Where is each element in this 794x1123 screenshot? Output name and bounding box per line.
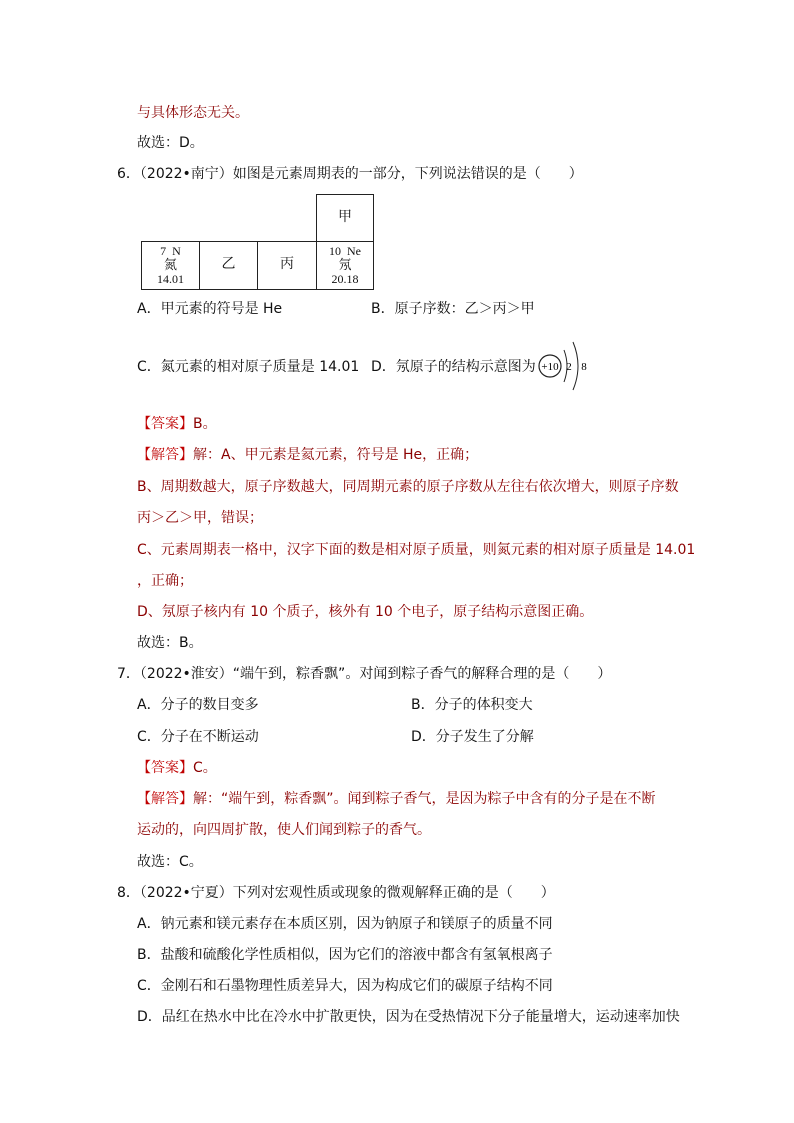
q7-final-answer: 故选：C。 bbox=[137, 854, 203, 870]
q6-analysis-line-1 bbox=[137, 445, 478, 465]
q7-analysis-tag: 【解答】 bbox=[137, 791, 193, 807]
q7-answer-tag: 【答案】 bbox=[137, 760, 193, 776]
n-symbol: N bbox=[172, 244, 181, 258]
prev-analysis-line: 与具体形态无关。 bbox=[137, 105, 249, 121]
cell-bing-label: 丙 bbox=[280, 257, 294, 272]
q6-final-answer: 故选：B。 bbox=[137, 635, 203, 651]
q7-option-d: D．分子发生了分解 bbox=[411, 729, 534, 745]
q6-text: （2022•南宁）如图是元素周期表的一部分，下列说法错误的是（ ） bbox=[139, 166, 583, 182]
ne-symbol: Ne bbox=[347, 244, 361, 258]
q7-analysis-line-1 bbox=[137, 789, 656, 809]
n-mass: 14.01 bbox=[157, 272, 184, 286]
q7-option-c: C．分子在不断运动 bbox=[137, 729, 259, 745]
cell-yi-label: 乙 bbox=[221, 257, 236, 272]
q7-analysis-text-1: 解：“端午到，粽香飘”。闻到粽子香气，是因为粽子中含有的分子是在不断 bbox=[193, 791, 656, 807]
ne-number: 10 bbox=[329, 244, 341, 258]
q6-answer-tag: 【答案】 bbox=[137, 416, 193, 432]
q8-option-b: B．盐酸和硫酸化学性质相似，因为它们的溶液中都含有氢氧根离子 bbox=[137, 947, 553, 963]
nucleus-charge: +10 bbox=[541, 361, 559, 373]
q7-option-a: A．分子的数目变多 bbox=[137, 697, 259, 713]
q8-option-d: D．品红在热水中比在冷水中扩散更快，因为在受热情况下分子能量增大，运动速率加快 bbox=[137, 1009, 680, 1025]
q6-number: 6． bbox=[117, 166, 140, 182]
shell2-electrons: 8 bbox=[581, 361, 587, 373]
q6-analysis-line-4: C、元素周期表一格中，汉字下面的数是相对原子质量，则氮元素的相对原子质量是 14.01 bbox=[137, 542, 696, 558]
cell-yi bbox=[199, 241, 258, 290]
cell-nitrogen bbox=[141, 241, 200, 290]
shell1-electrons: 2 bbox=[566, 361, 572, 373]
n-name: 氮 bbox=[163, 257, 177, 272]
q6-analysis-line-2: B、周期数越大，原子序数越大，同周期元素的原子序数从左往右依次增大，则原子序数 bbox=[137, 479, 679, 495]
q8-option-c: C．金刚石和石墨物理性质差异大，因为构成它们的碳原子结构不同 bbox=[137, 978, 553, 994]
ne-mass: 20.18 bbox=[331, 272, 359, 286]
cell-jia bbox=[316, 194, 374, 242]
ne-name: 氖 bbox=[338, 257, 352, 272]
q7-stem bbox=[117, 664, 611, 684]
periodic-table-fragment bbox=[141, 194, 374, 290]
shell-arc-2 bbox=[573, 342, 578, 390]
n-number: 7 bbox=[160, 244, 167, 258]
q6-analysis-line-6: D、氖原子核内有 10 个质子，核外有 10 个电子，原子结构示意图正确。 bbox=[137, 604, 594, 620]
q8-text: （2022•宁夏）下列对宏观性质或现象的微观解释正确的是（ ） bbox=[139, 885, 555, 901]
cell-jia-label: 甲 bbox=[338, 210, 352, 225]
q8-stem bbox=[117, 883, 555, 903]
q6-option-d: D．氖原子的结构示意图为 bbox=[371, 359, 536, 375]
q7-number: 7． bbox=[117, 666, 140, 682]
q7-text: （2022•淮安）“端午到，粽香飘”。对闻到粽子香气的解释合理的是（ ） bbox=[139, 666, 612, 682]
q7-answer-value: C。 bbox=[193, 760, 217, 776]
q6-option-a: A．甲元素的符号是 He bbox=[137, 301, 283, 317]
q6-option-b: B．原子序数：乙＞丙＞甲 bbox=[371, 301, 535, 317]
q6-answer-value: B。 bbox=[193, 416, 217, 432]
q6-option-c: C．氮元素的相对原子质量是 14.01 bbox=[137, 359, 360, 375]
q6-stem bbox=[117, 164, 583, 184]
cell-neon bbox=[316, 241, 374, 290]
prev-final-answer: 故选：D。 bbox=[137, 135, 204, 151]
q7-answer bbox=[137, 758, 217, 778]
q6-analysis-line-3: 丙＞乙＞甲，错误； bbox=[137, 510, 263, 526]
q8-number: 8． bbox=[117, 885, 140, 901]
q8-option-a: A．钠元素和镁元素存在本质区别，因为钠原子和镁原子的质量不同 bbox=[137, 916, 553, 932]
q6-analysis-line-5: ，正确； bbox=[137, 573, 193, 589]
q6-analysis-text-1: 解：A、甲元素是氦元素，符号是 He，正确； bbox=[193, 447, 479, 463]
q7-option-b: B．分子的体积变大 bbox=[411, 697, 533, 713]
cell-bing bbox=[257, 241, 317, 290]
q7-analysis-line-2: 运动的，向四周扩散，使人们闻到粽子的香气。 bbox=[137, 822, 431, 838]
neon-atom-structure-diagram bbox=[537, 336, 593, 396]
q6-analysis-tag: 【解答】 bbox=[137, 447, 193, 463]
q6-answer bbox=[137, 414, 217, 434]
